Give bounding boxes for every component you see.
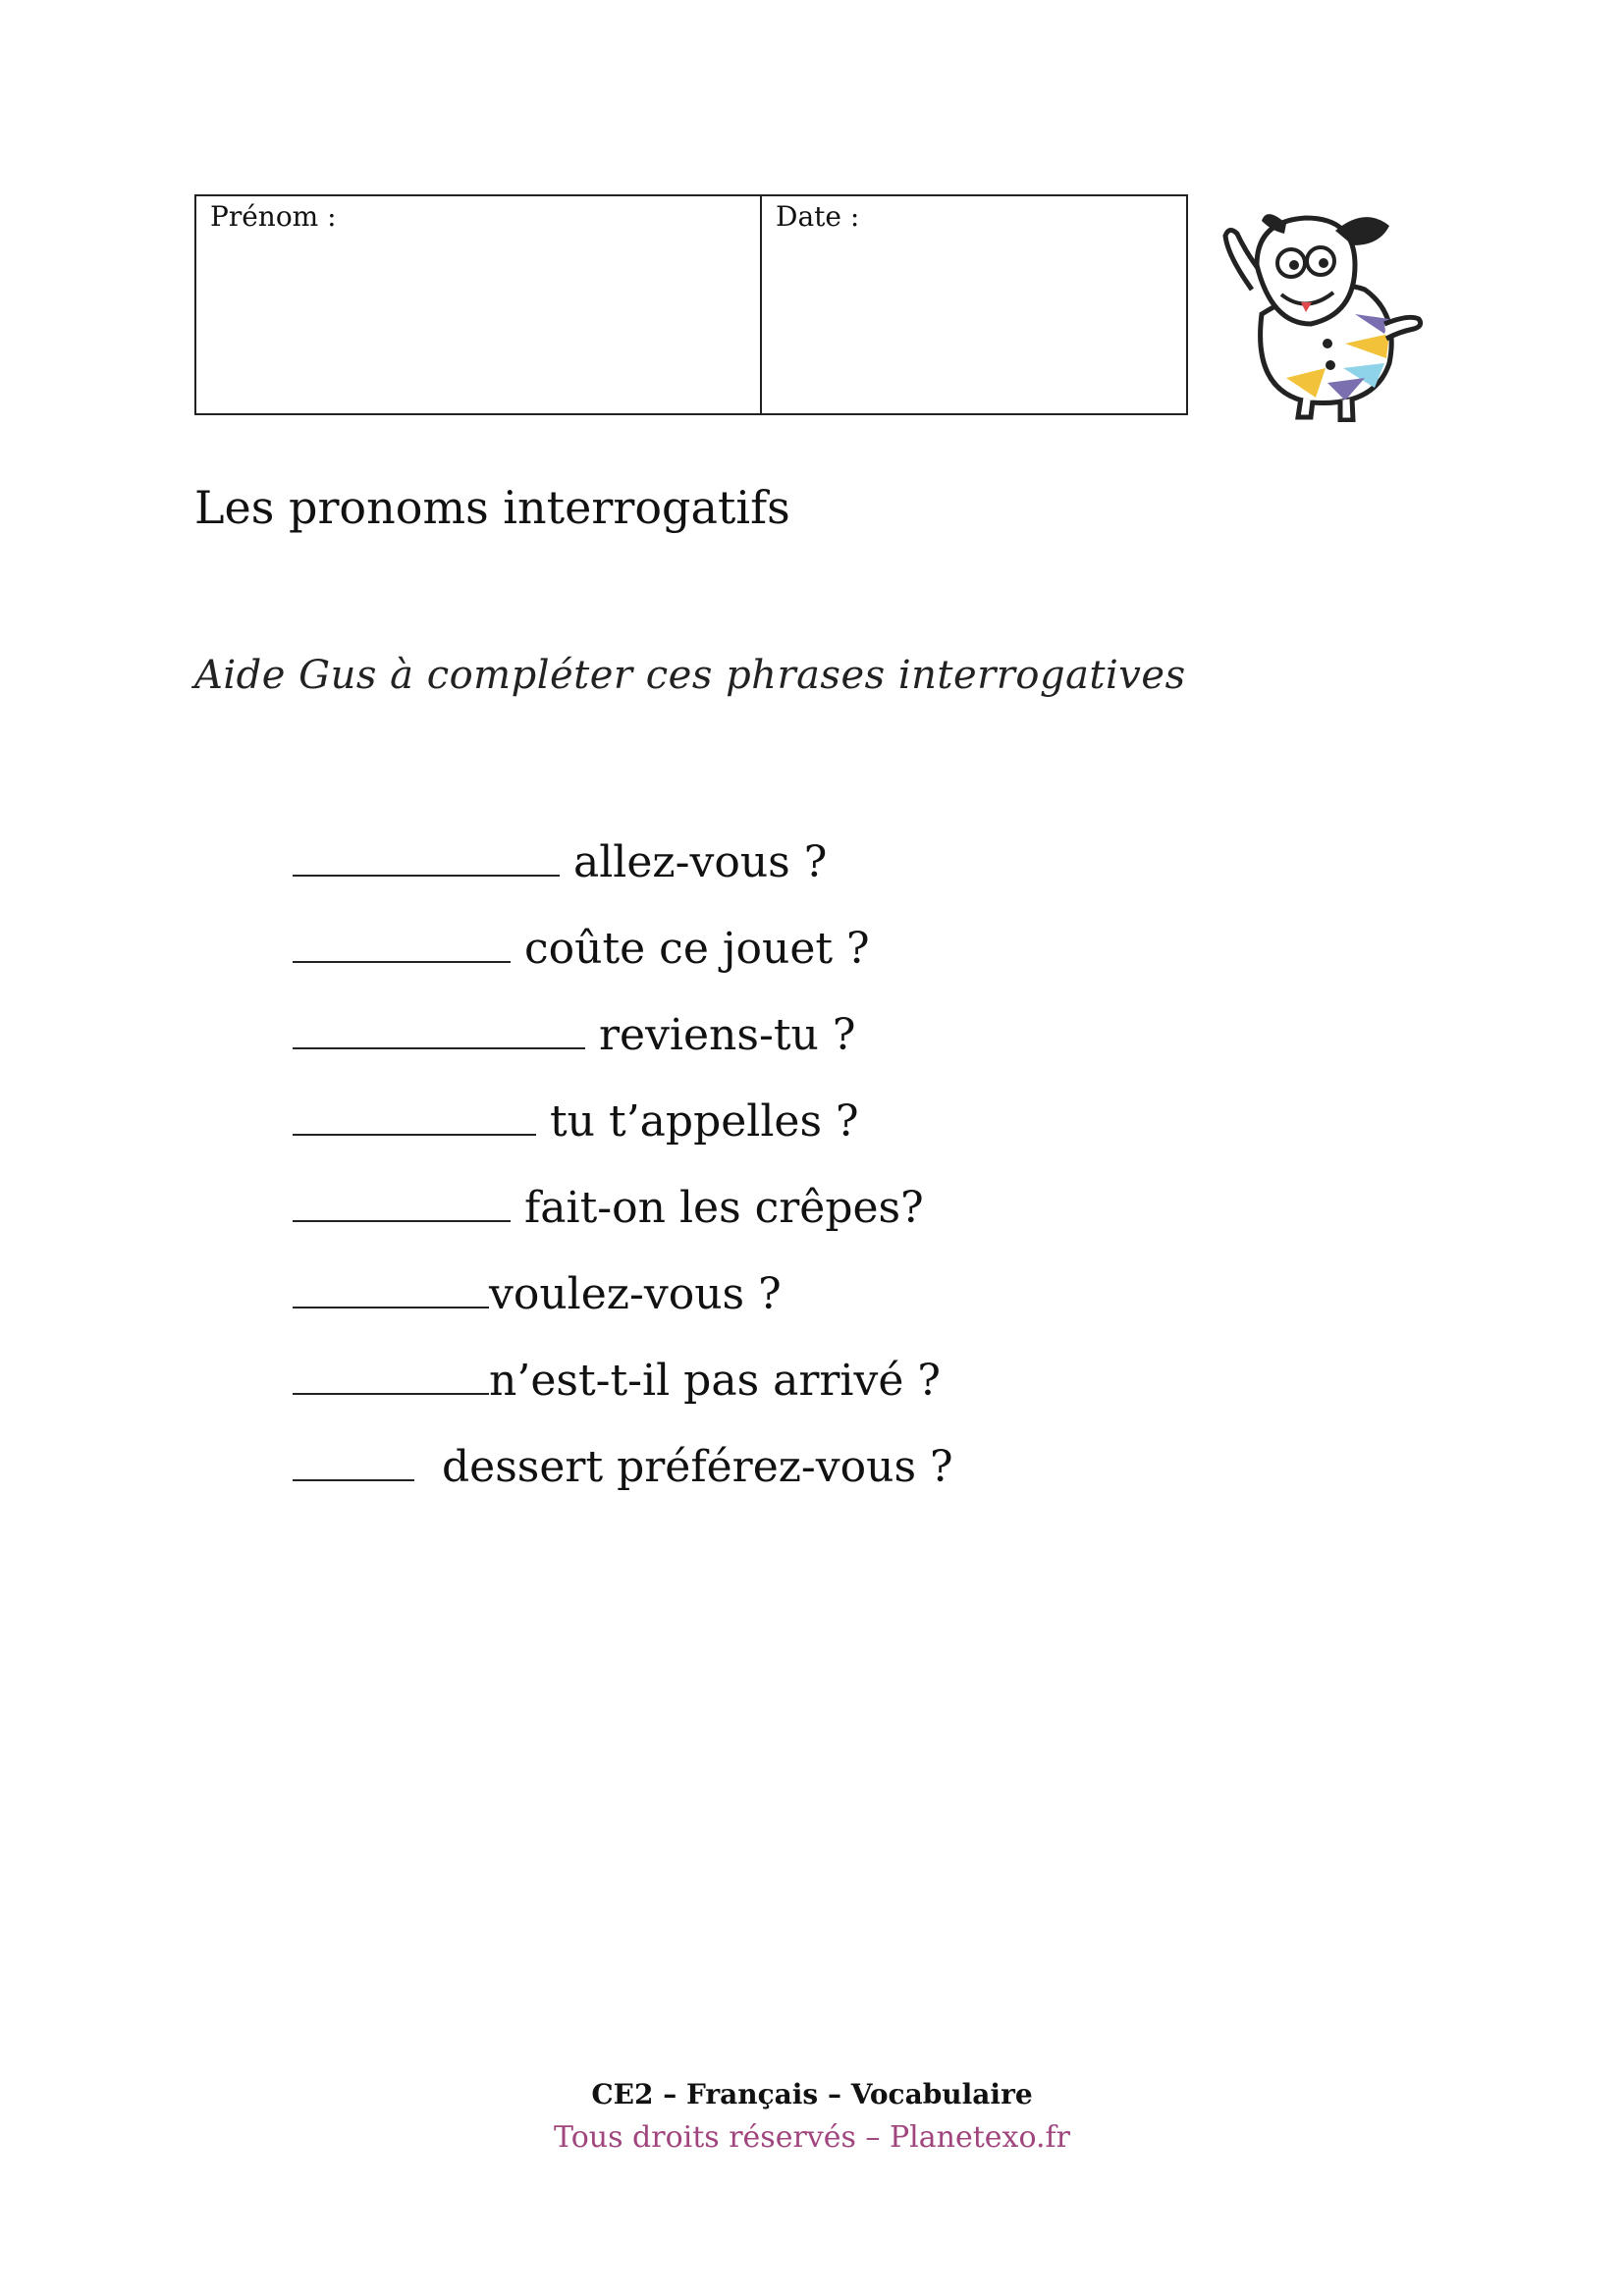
date-label: Date :: [776, 200, 860, 233]
answer-blank[interactable]: [293, 1089, 536, 1136]
question-text: n’est-t-il pas arrivé ?: [489, 1356, 941, 1406]
answer-blank[interactable]: [293, 829, 560, 877]
question-item: [293, 1434, 953, 1521]
question-text: dessert préférez-vous ?: [442, 1442, 953, 1492]
answer-blank[interactable]: [293, 1175, 511, 1222]
question-item: [293, 916, 953, 1002]
page-title: Les pronoms interrogatifs: [194, 481, 790, 534]
question-text: coûte ce jouet ?: [524, 924, 870, 974]
question-text: tu t’appelles ?: [550, 1096, 859, 1147]
footer-course: CE2 – Français – Vocabulaire: [591, 2078, 1033, 2110]
prenom-label: Prénom :: [210, 200, 337, 233]
question-item: [293, 1175, 953, 1261]
question-item: [293, 1089, 953, 1175]
answer-blank[interactable]: [293, 1002, 585, 1049]
question-text: allez-vous ?: [573, 837, 828, 887]
question-text: reviens-tu ?: [599, 1010, 856, 1060]
question-item: [293, 829, 953, 916]
answer-blank[interactable]: [293, 1261, 489, 1308]
gus-sheep-mascot-icon: [1218, 196, 1434, 422]
header-table: [194, 194, 1188, 415]
question-item: [293, 1002, 953, 1089]
footer-rights[interactable]: Tous droits réservés – Planetexo.fr: [554, 2120, 1070, 2155]
instruction-text: Aide Gus à compléter ces phrases interrogatives: [194, 653, 1186, 698]
answer-blank[interactable]: [293, 1434, 414, 1481]
date-cell[interactable]: [762, 196, 1186, 413]
question-item: [293, 1348, 953, 1434]
answer-blank[interactable]: [293, 1348, 489, 1395]
question-text: fait-on les crêpes?: [524, 1183, 924, 1233]
prenom-cell[interactable]: [196, 196, 762, 413]
question-item: [293, 1261, 953, 1348]
answer-blank[interactable]: [293, 916, 511, 963]
question-list: [293, 829, 953, 1521]
question-text: voulez-vous ?: [489, 1269, 782, 1319]
